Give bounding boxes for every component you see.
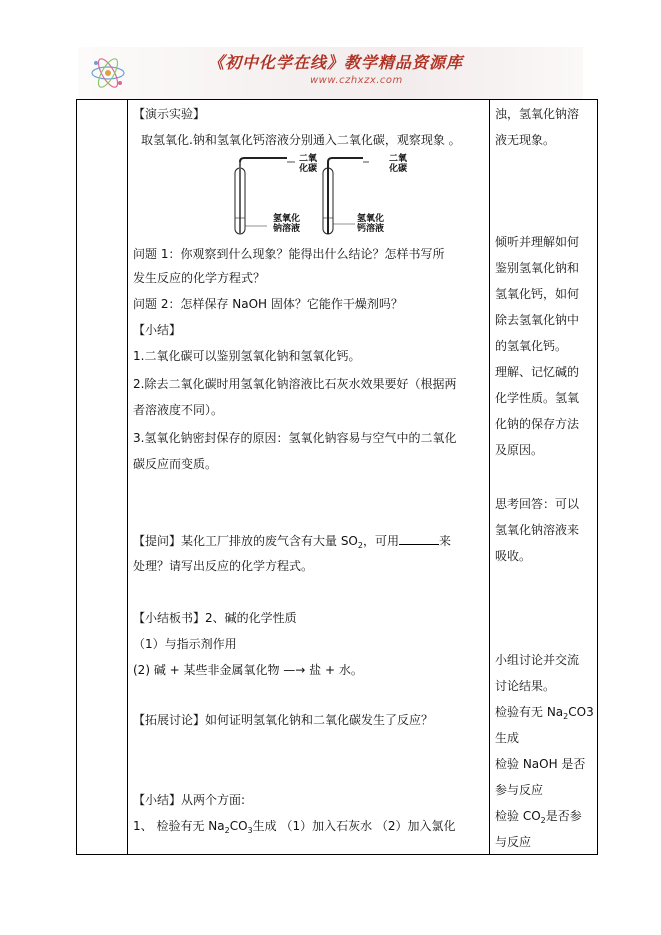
solution-label-1: 氢氧化 钠溶液	[273, 214, 301, 234]
right-text-9: 化学性质。氢氧	[495, 391, 580, 405]
gas-label-1: 二氧 化碳	[299, 154, 318, 174]
question-1-line2: 发生反应的化学方程式？	[133, 271, 266, 285]
right-text-19: 检验 NaOH 是否	[495, 757, 586, 771]
right-text-14: 吸收。	[495, 549, 532, 563]
summary-item-2-line1: 2.除去二氧化碳时用氢氧化钠溶液比石灰水效果要好（根据两	[133, 377, 457, 391]
experiment-apparatus	[229, 152, 489, 240]
right-text-16: 讨论结果。	[495, 679, 556, 693]
right-text-15: 小组讨论并交流	[495, 653, 580, 667]
section-demo: 【演示实验】	[133, 107, 206, 121]
teacher-activity-column	[129, 100, 488, 854]
right-text-22: 与反应	[495, 835, 532, 849]
summary-item-2-line2: 者溶液度不同）。	[133, 403, 224, 417]
answer-blank	[399, 532, 439, 545]
student-activity-column	[491, 100, 597, 854]
question-2: 问题 2：怎样保存 NaOH 固体？它能作干燥剂吗？	[133, 297, 403, 311]
banner-url: www.czhxzx.com	[310, 75, 403, 86]
extended-discussion: 【拓展讨论】如何证明氢氧化钠和二氧化碳发生了反应？	[133, 713, 434, 727]
right-text-11: 及原因。	[495, 443, 544, 457]
right-text-3: 倾听并理解如何	[495, 235, 580, 249]
right-text-5: 氢氧化钙，如何	[495, 287, 580, 301]
summary-item-1: 1.二氧化碳可以鉴别氢氧化钠和氢氧化钙。	[133, 349, 361, 363]
banner-title: 《初中化学在线》教学精品资源库	[208, 53, 464, 72]
right-text-17: 检验有无 $Na_2CO3$	[495, 705, 594, 721]
solution-label-2: 氢氧化 钙溶液	[357, 214, 385, 234]
right-text-18: 生成	[495, 731, 520, 745]
board-item-2: (2) 碱 + 某些非金属氧化物 —→ 盐 + 水。	[133, 663, 363, 677]
right-text-8: 理解、记忆碱的	[495, 365, 580, 379]
right-text-7: 的氢氧化钙。	[495, 339, 568, 353]
summary-heading: 【小结】	[133, 323, 182, 337]
right-text-10: 化钠的保存方法	[495, 417, 580, 431]
header-banner	[78, 47, 583, 99]
question-prompt-line2: 处理？请写出反应的化学方程式。	[133, 559, 314, 573]
lesson-table	[76, 99, 598, 855]
summary-item-3-line2: 碳反应而变质。	[133, 457, 218, 471]
right-text-20: 参与反应	[495, 783, 544, 797]
summary-item-3-line1: 3.氢氧化钠密封保存的原因：氢氧化钠容易与空气中的二氧化	[133, 431, 457, 445]
gas-label-2: 二氧 化碳	[389, 154, 408, 174]
question-1-line1: 问题 1：你观察到什么现象？能得出什么结论？怎样书写所	[133, 247, 445, 261]
right-text-6: 除去氢氧化钠中	[495, 313, 580, 327]
right-text-4: 鉴别氢氧化钠和	[495, 261, 580, 275]
summary-2-item-1: 1、 检验有无 $Na_2CO_3$生成 （1）加入石灰水 （2）加入氯化	[133, 819, 456, 835]
demo-text: 取氢氧化.钠和氢氧化钙溶液分别通入二氧化碳，观察现象 。	[141, 133, 461, 147]
right-text-21: 检验 $CO_2$是否参	[495, 809, 582, 825]
question-prompt-line1: 【提问】某化工厂排放的废气含有大量 $SO_2$，可用 来	[133, 534, 452, 550]
right-text-2: 液无现象。	[495, 133, 556, 147]
molecule-logo-icon	[88, 53, 128, 93]
column-divider-1	[127, 100, 128, 854]
right-text-13: 氢氧化钠溶液来	[495, 523, 580, 537]
right-text-1: 浊，氢氧化钠溶	[495, 107, 580, 121]
board-item-1: （1）与指示剂作用	[133, 637, 237, 651]
board-summary-heading: 【小结板书】2、碱的化学性质	[133, 611, 297, 625]
right-text-12: 思考回答：可以	[495, 497, 580, 511]
column-divider-2	[489, 100, 490, 854]
summary-2-heading: 【小结】从两个方面:	[133, 793, 246, 807]
